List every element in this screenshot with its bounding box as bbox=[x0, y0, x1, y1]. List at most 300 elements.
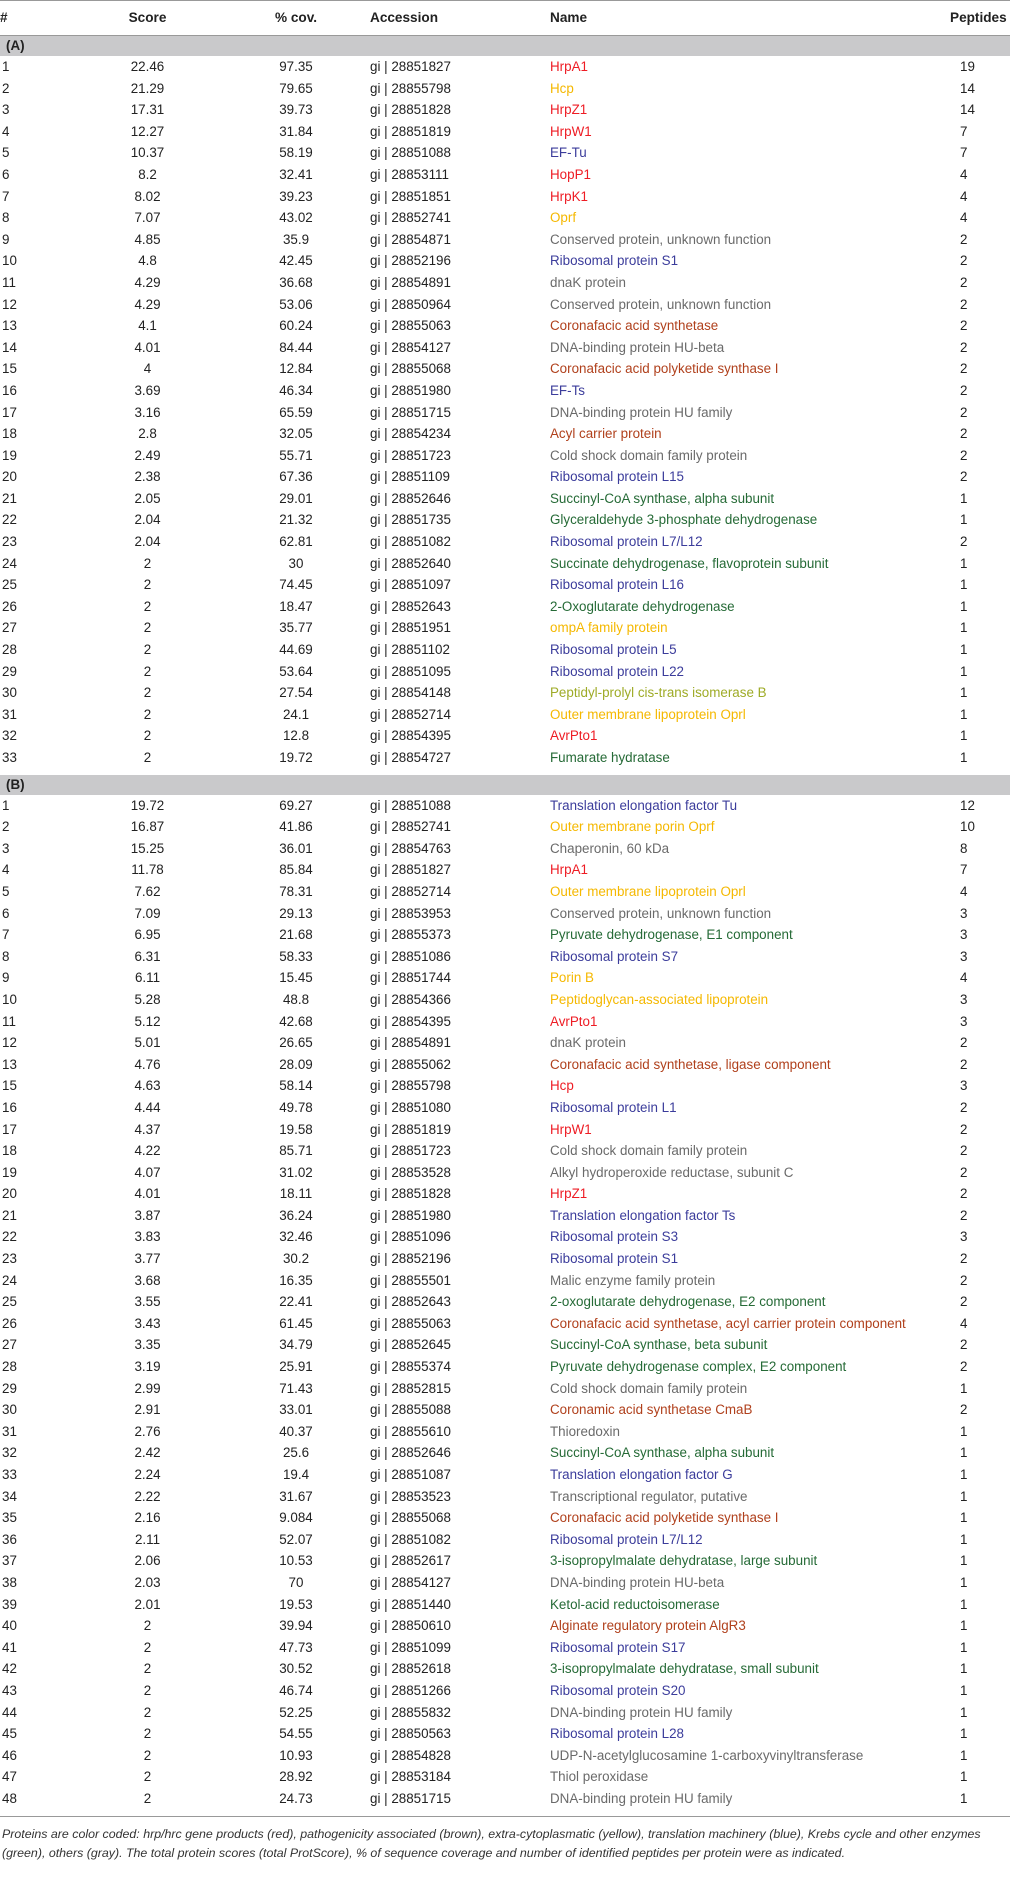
table-row bbox=[0, 488, 1010, 510]
peptides-cell: 1 bbox=[960, 706, 968, 722]
score-cell: 2 bbox=[143, 1769, 152, 1785]
score-cell: 2.11 bbox=[134, 1531, 161, 1547]
peptides-cell: 19 bbox=[960, 59, 975, 74]
peptides-cell: 2 bbox=[960, 231, 968, 247]
coverage-cell: 29.01 bbox=[279, 490, 313, 506]
peptides-cell: 2 bbox=[960, 1251, 968, 1267]
accession-cell: gi | 28851082 bbox=[370, 1531, 451, 1547]
peptides-cell: 7 bbox=[960, 123, 968, 139]
accession-cell: gi | 28853111 bbox=[370, 166, 449, 182]
score-cell: 4.07 bbox=[134, 1164, 161, 1180]
row-number: 38 bbox=[2, 1574, 17, 1590]
peptides-cell: 1 bbox=[960, 577, 968, 593]
protein-name-cell: Oprf bbox=[550, 210, 577, 226]
row-number: 25 bbox=[2, 577, 17, 593]
table-row bbox=[0, 1723, 1010, 1745]
protein-name-cell: Succinyl-CoA synthase, beta subunit bbox=[550, 1337, 768, 1353]
score-cell: 19.72 bbox=[130, 797, 165, 813]
protein-name-cell: Glyceraldehyde 3-phosphate dehydrogenase bbox=[550, 512, 818, 528]
protein-name-cell: Ribosomal protein S1 bbox=[550, 253, 679, 269]
peptides-cell: 3 bbox=[960, 905, 968, 921]
score-cell: 21.29 bbox=[130, 80, 165, 96]
row-number: 22 bbox=[2, 1229, 17, 1245]
peptides-cell: 1 bbox=[960, 555, 968, 571]
coverage-cell: 35.9 bbox=[282, 231, 310, 247]
score-cell: 2 bbox=[143, 577, 152, 593]
table-row bbox=[0, 229, 1010, 251]
coverage-cell: 41.86 bbox=[279, 819, 313, 835]
accession-cell: gi | 28851827 bbox=[370, 59, 451, 74]
score-cell: 2.8 bbox=[138, 426, 157, 442]
protein-name-cell: HrpK1 bbox=[550, 188, 588, 204]
protein-name-cell: Thioredoxin bbox=[550, 1423, 620, 1439]
row-number: 1 bbox=[2, 59, 10, 74]
score-cell: 2 bbox=[143, 1661, 152, 1677]
accession-cell: gi | 28854366 bbox=[370, 991, 451, 1007]
score-cell: 6.31 bbox=[134, 948, 161, 964]
score-cell: 2 bbox=[143, 1704, 152, 1720]
row-number: 37 bbox=[2, 1553, 17, 1569]
protein-name-cell: Hcp bbox=[550, 1078, 574, 1094]
row-number: 8 bbox=[2, 948, 10, 964]
protein-name-cell: Hcp bbox=[550, 80, 574, 96]
table-row bbox=[0, 795, 1010, 817]
row-number: 34 bbox=[2, 1488, 17, 1504]
peptides-cell: 2 bbox=[960, 426, 968, 442]
peptides-cell: 3 bbox=[960, 1229, 968, 1245]
peptides-cell: 4 bbox=[960, 1315, 968, 1331]
accession-cell: gi | 28854395 bbox=[370, 1013, 451, 1029]
protein-name-cell: Ribosomal protein L1 bbox=[550, 1099, 677, 1115]
score-cell: 15.25 bbox=[130, 840, 165, 856]
protein-name-cell: Ketol-acid reductoisomerase bbox=[550, 1596, 720, 1612]
protein-name-cell: HrpZ1 bbox=[550, 102, 588, 118]
table-row bbox=[0, 1032, 1010, 1054]
header-name: Name bbox=[550, 1, 950, 36]
row-number: 43 bbox=[2, 1682, 17, 1698]
row-number: 20 bbox=[2, 469, 17, 485]
coverage-cell: 35.77 bbox=[279, 620, 313, 636]
score-cell: 2 bbox=[143, 1726, 152, 1742]
peptides-cell: 2 bbox=[960, 1035, 968, 1051]
protein-name-cell: Alginate regulatory protein AlgR3 bbox=[550, 1618, 746, 1634]
table-row bbox=[0, 1075, 1010, 1097]
protein-name-cell: Cold shock domain family protein bbox=[550, 447, 748, 463]
peptides-cell: 4 bbox=[960, 970, 968, 986]
row-number: 19 bbox=[2, 447, 17, 463]
protein-name-cell: Translation elongation factor G bbox=[550, 1467, 733, 1482]
table-row bbox=[0, 186, 1010, 208]
accession-cell: gi | 28855068 bbox=[370, 1510, 451, 1526]
peptides-cell: 1 bbox=[960, 642, 968, 658]
peptides-cell: 2 bbox=[960, 1121, 968, 1137]
table-row bbox=[0, 838, 1010, 860]
coverage-cell: 27.54 bbox=[279, 685, 313, 701]
table-row bbox=[0, 639, 1010, 661]
score-cell: 4.44 bbox=[134, 1099, 161, 1115]
accession-cell: gi | 28851715 bbox=[370, 1790, 451, 1806]
row-number: 1 bbox=[2, 797, 10, 813]
peptides-cell: 2 bbox=[960, 1402, 968, 1418]
coverage-cell: 46.74 bbox=[279, 1682, 313, 1698]
row-number: 2 bbox=[2, 819, 10, 835]
protein-name-cell: Cold shock domain family protein bbox=[550, 1380, 748, 1396]
coverage-cell: 62.81 bbox=[279, 534, 313, 550]
table-row bbox=[0, 1291, 1010, 1313]
peptides-cell: 2 bbox=[960, 318, 968, 334]
table-row bbox=[0, 1399, 1010, 1421]
row-number: 46 bbox=[2, 1747, 17, 1763]
peptides-cell: 7 bbox=[960, 145, 968, 161]
coverage-cell: 42.68 bbox=[279, 1013, 313, 1029]
accession-cell: gi | 28855063 bbox=[370, 318, 451, 334]
accession-cell: gi | 28852815 bbox=[370, 1380, 451, 1396]
table-row bbox=[0, 1529, 1010, 1551]
accession-cell: gi | 28855374 bbox=[370, 1359, 451, 1375]
coverage-cell: 84.44 bbox=[279, 339, 313, 355]
coverage-cell: 30 bbox=[288, 555, 304, 571]
table-row bbox=[0, 1486, 1010, 1508]
accession-cell: gi | 28851723 bbox=[370, 447, 451, 463]
peptides-cell: 2 bbox=[960, 1207, 968, 1223]
score-cell: 11.78 bbox=[131, 862, 164, 878]
coverage-cell: 31.84 bbox=[279, 123, 313, 139]
score-cell: 3.35 bbox=[134, 1337, 161, 1353]
peptides-cell: 1 bbox=[960, 1596, 968, 1612]
protein-name-cell: Ribosomal protein S20 bbox=[550, 1682, 686, 1698]
peptides-cell: 1 bbox=[960, 1510, 968, 1526]
score-cell: 4.8 bbox=[138, 253, 157, 269]
score-cell: 4.85 bbox=[134, 231, 161, 247]
peptides-cell: 3 bbox=[960, 927, 968, 943]
score-cell: 2.22 bbox=[134, 1488, 161, 1504]
accession-cell: gi | 28851828 bbox=[370, 102, 451, 118]
coverage-cell: 58.33 bbox=[279, 948, 313, 964]
accession-cell: gi | 28851744 bbox=[370, 970, 451, 986]
coverage-cell: 31.67 bbox=[279, 1488, 313, 1504]
score-cell: 5.12 bbox=[134, 1013, 161, 1029]
table-row bbox=[0, 294, 1010, 316]
table-row bbox=[0, 250, 1010, 272]
accession-cell: gi | 28851082 bbox=[370, 534, 451, 550]
row-number: 13 bbox=[2, 318, 17, 334]
table-row bbox=[0, 1011, 1010, 1033]
table-row bbox=[0, 859, 1010, 881]
table-row bbox=[0, 1702, 1010, 1724]
table-row bbox=[0, 402, 1010, 424]
protein-name-cell: DNA-binding protein HU family bbox=[550, 404, 733, 420]
accession-cell: gi | 28852741 bbox=[370, 819, 451, 835]
protein-name-cell: Pyruvate dehydrogenase complex, E2 component bbox=[550, 1359, 847, 1375]
table-row bbox=[0, 553, 1010, 575]
protein-name-cell: Translation elongation factor Ts bbox=[550, 1207, 736, 1223]
protein-name-cell: Ribosomal protein L15 bbox=[550, 469, 684, 485]
score-cell: 3.19 bbox=[134, 1359, 161, 1375]
row-number: 28 bbox=[2, 642, 17, 658]
score-cell: 4.63 bbox=[134, 1078, 161, 1094]
coverage-cell: 40.37 bbox=[279, 1423, 313, 1439]
accession-cell: gi | 28851266 bbox=[370, 1682, 451, 1698]
peptides-cell: 3 bbox=[960, 1013, 968, 1029]
accession-cell: gi | 28854871 bbox=[370, 231, 451, 247]
table-row bbox=[0, 1637, 1010, 1659]
peptides-cell: 1 bbox=[960, 1769, 968, 1785]
table-row bbox=[0, 164, 1010, 186]
coverage-cell: 97.35 bbox=[279, 59, 313, 74]
coverage-cell: 31.02 bbox=[279, 1164, 313, 1180]
coverage-cell: 12.8 bbox=[282, 728, 310, 744]
accession-cell: gi | 28851723 bbox=[370, 1143, 451, 1159]
protein-name-cell: Outer membrane lipoprotein Oprl bbox=[550, 883, 746, 899]
peptides-cell: 1 bbox=[960, 598, 968, 614]
coverage-cell: 58.14 bbox=[279, 1078, 313, 1094]
score-cell: 3.77 bbox=[134, 1251, 161, 1267]
row-number: 21 bbox=[2, 490, 17, 506]
table-row bbox=[0, 1745, 1010, 1767]
protein-name-cell: HrpA1 bbox=[550, 862, 588, 878]
table-row bbox=[0, 1658, 1010, 1680]
protein-name-cell: UDP-N-acetylglucosamine 1-carboxyvinyltransferase bbox=[550, 1747, 864, 1763]
section-label: (A) bbox=[0, 36, 1010, 57]
coverage-cell: 12.84 bbox=[279, 361, 313, 377]
coverage-cell: 53.64 bbox=[279, 663, 313, 679]
accession-cell: gi | 28851819 bbox=[370, 1121, 451, 1137]
coverage-cell: 78.31 bbox=[279, 883, 313, 899]
table-row bbox=[0, 121, 1010, 143]
score-cell: 3.83 bbox=[134, 1229, 161, 1245]
coverage-cell: 74.45 bbox=[279, 577, 313, 593]
accession-cell: gi | 28855063 bbox=[370, 1315, 451, 1331]
row-number: 33 bbox=[2, 1467, 17, 1482]
table-row bbox=[0, 1183, 1010, 1205]
coverage-cell: 42.45 bbox=[279, 253, 313, 269]
accession-cell: gi | 28854395 bbox=[370, 728, 451, 744]
score-cell: 7.09 bbox=[134, 905, 161, 921]
table-row bbox=[0, 1356, 1010, 1378]
accession-cell: gi | 28852741 bbox=[370, 210, 451, 226]
score-cell: 3.16 bbox=[134, 404, 161, 420]
score-cell: 4.37 bbox=[134, 1121, 161, 1137]
table-body bbox=[0, 36, 1010, 1810]
table-row bbox=[0, 1442, 1010, 1464]
table-row bbox=[0, 207, 1010, 229]
table-header bbox=[0, 1, 1010, 36]
accession-cell: gi | 28854127 bbox=[370, 339, 451, 355]
coverage-cell: 49.78 bbox=[279, 1099, 313, 1115]
coverage-cell: 39.94 bbox=[279, 1618, 313, 1634]
accession-cell: gi | 28851102 bbox=[370, 642, 450, 658]
peptides-cell: 4 bbox=[960, 210, 968, 226]
row-number: 28 bbox=[2, 1359, 17, 1375]
score-cell: 8.02 bbox=[134, 188, 161, 204]
row-number: 24 bbox=[2, 555, 17, 571]
score-cell: 2.99 bbox=[134, 1380, 161, 1396]
row-number: 21 bbox=[2, 1207, 17, 1223]
table-row bbox=[0, 78, 1010, 100]
protein-name-cell: Thiol peroxidase bbox=[550, 1769, 649, 1785]
row-number: 26 bbox=[2, 1315, 17, 1331]
table-row bbox=[0, 903, 1010, 925]
peptides-cell: 1 bbox=[960, 1704, 968, 1720]
header-peptides: Peptides bbox=[950, 1, 1010, 36]
row-number: 14 bbox=[2, 339, 17, 355]
row-number: 29 bbox=[2, 1380, 17, 1396]
coverage-cell: 69.27 bbox=[279, 797, 313, 813]
accession-cell: gi | 28852714 bbox=[370, 706, 451, 722]
coverage-cell: 19.4 bbox=[282, 1467, 310, 1482]
score-cell: 2.05 bbox=[134, 490, 161, 506]
row-number: 16 bbox=[2, 1099, 17, 1115]
coverage-cell: 25.91 bbox=[279, 1359, 313, 1375]
table-row bbox=[0, 142, 1010, 164]
table-row bbox=[0, 946, 1010, 968]
peptides-cell: 1 bbox=[960, 1488, 968, 1504]
accession-cell: gi | 28853523 bbox=[370, 1488, 451, 1504]
score-cell: 2 bbox=[143, 1639, 152, 1655]
protein-name-cell: Ribosomal protein L22 bbox=[550, 663, 684, 679]
accession-cell: gi | 28853953 bbox=[370, 905, 451, 921]
row-number: 11 bbox=[2, 1013, 16, 1029]
coverage-cell: 53.06 bbox=[279, 296, 313, 312]
accession-cell: gi | 28855832 bbox=[370, 1704, 451, 1720]
peptides-cell: 1 bbox=[960, 1380, 968, 1396]
accession-cell: gi | 28851715 bbox=[370, 404, 451, 420]
row-number: 42 bbox=[2, 1661, 17, 1677]
protein-name-cell: Peptidyl-prolyl cis-trans isomerase B bbox=[550, 685, 767, 701]
table-row bbox=[0, 1226, 1010, 1248]
peptides-cell: 4 bbox=[960, 883, 968, 899]
coverage-cell: 36.01 bbox=[279, 840, 313, 856]
row-number: 15 bbox=[2, 1078, 17, 1094]
row-number: 19 bbox=[2, 1164, 17, 1180]
row-number: 5 bbox=[2, 145, 10, 161]
peptides-cell: 2 bbox=[960, 382, 968, 398]
table-row bbox=[0, 56, 1010, 78]
coverage-cell: 85.84 bbox=[279, 862, 313, 878]
accession-cell: gi | 28852643 bbox=[370, 598, 451, 614]
row-number: 41 bbox=[2, 1639, 17, 1655]
row-number: 4 bbox=[2, 862, 10, 878]
protein-name-cell: DNA-binding protein HU-beta bbox=[550, 339, 725, 355]
protein-name-cell: Chaperonin, 60 kDa bbox=[550, 840, 670, 856]
coverage-cell: 30.2 bbox=[282, 1251, 310, 1267]
row-number: 12 bbox=[2, 1035, 17, 1051]
header-accession: Accession bbox=[370, 1, 550, 36]
row-number: 25 bbox=[2, 1294, 17, 1310]
score-cell: 2.76 bbox=[134, 1423, 161, 1439]
protein-name-cell: HrpW1 bbox=[550, 123, 592, 139]
protein-name-cell: Ribosomal protein L28 bbox=[550, 1726, 684, 1742]
score-cell: 3.43 bbox=[134, 1315, 161, 1331]
score-cell: 2.16 bbox=[134, 1510, 161, 1526]
peptides-cell: 2 bbox=[960, 1337, 968, 1353]
score-cell: 7.62 bbox=[134, 883, 161, 899]
row-number: 12 bbox=[2, 296, 17, 312]
peptides-cell: 1 bbox=[960, 1467, 968, 1482]
coverage-cell: 33.01 bbox=[279, 1402, 313, 1418]
row-number: 24 bbox=[2, 1272, 17, 1288]
protein-name-cell: Alkyl hydroperoxide reductase, subunit C bbox=[550, 1164, 794, 1180]
accession-cell: gi | 28852618 bbox=[370, 1661, 451, 1677]
coverage-cell: 10.53 bbox=[279, 1553, 313, 1569]
protein-name-cell: EF-Tu bbox=[550, 145, 587, 161]
row-number: 13 bbox=[2, 1056, 17, 1072]
row-number: 9 bbox=[2, 970, 10, 986]
row-number: 23 bbox=[2, 1251, 17, 1267]
protein-name-cell: Ribosomal protein S3 bbox=[550, 1229, 679, 1245]
peptides-cell: 1 bbox=[960, 1445, 968, 1461]
protein-name-cell: Cold shock domain family protein bbox=[550, 1143, 748, 1159]
peptides-cell: 1 bbox=[960, 1747, 968, 1763]
accession-cell: gi | 28851851 bbox=[370, 188, 451, 204]
peptides-cell: 2 bbox=[960, 1186, 968, 1202]
peptides-cell: 1 bbox=[960, 490, 968, 506]
row-number: 6 bbox=[2, 166, 10, 182]
coverage-cell: 18.47 bbox=[279, 598, 313, 614]
accession-cell: gi | 28851440 bbox=[370, 1596, 451, 1612]
peptides-cell: 12 bbox=[960, 797, 975, 813]
row-number: 45 bbox=[2, 1726, 17, 1742]
peptides-cell: 1 bbox=[960, 728, 968, 744]
accession-cell: gi | 28855798 bbox=[370, 80, 451, 96]
peptides-cell: 2 bbox=[960, 404, 968, 420]
protein-name-cell: Acyl carrier protein bbox=[550, 426, 662, 442]
peptides-cell: 2 bbox=[960, 1143, 968, 1159]
coverage-cell: 21.68 bbox=[279, 927, 313, 943]
peptides-cell: 1 bbox=[960, 1790, 968, 1806]
coverage-cell: 46.34 bbox=[279, 382, 313, 398]
table-row bbox=[0, 1550, 1010, 1572]
section-header bbox=[0, 775, 1010, 795]
table-row bbox=[0, 816, 1010, 838]
peptides-cell: 3 bbox=[960, 948, 968, 964]
score-cell: 4.1 bbox=[138, 318, 157, 334]
accession-cell: gi | 28855068 bbox=[370, 361, 451, 377]
peptides-cell: 2 bbox=[960, 253, 968, 269]
table-row bbox=[0, 1313, 1010, 1335]
coverage-cell: 18.11 bbox=[279, 1186, 313, 1202]
score-cell: 2 bbox=[143, 750, 152, 765]
peptides-cell: 2 bbox=[960, 296, 968, 312]
peptides-cell: 1 bbox=[960, 1423, 968, 1439]
row-number: 30 bbox=[2, 1402, 17, 1418]
table-row bbox=[0, 574, 1010, 596]
coverage-cell: 44.69 bbox=[279, 642, 313, 658]
accession-cell: gi | 28850964 bbox=[370, 296, 451, 312]
score-cell: 2.03 bbox=[134, 1574, 161, 1590]
row-number: 3 bbox=[2, 840, 10, 856]
protein-name-cell: Conserved protein, unknown function bbox=[550, 231, 772, 247]
coverage-cell: 15.45 bbox=[279, 970, 313, 986]
table-row bbox=[0, 531, 1010, 553]
accession-cell: gi | 28854127 bbox=[370, 1574, 451, 1590]
peptides-cell: 1 bbox=[960, 1553, 968, 1569]
table-row bbox=[0, 1334, 1010, 1356]
accession-cell: gi | 28854148 bbox=[370, 685, 451, 701]
protein-name-cell: dnaK protein bbox=[550, 274, 626, 290]
peptides-cell: 2 bbox=[960, 361, 968, 377]
score-cell: 2 bbox=[143, 1618, 152, 1634]
table-row bbox=[0, 1766, 1010, 1788]
peptides-cell: 1 bbox=[960, 1618, 968, 1634]
row-number: 10 bbox=[2, 991, 17, 1007]
row-number: 35 bbox=[2, 1510, 17, 1526]
score-cell: 2.38 bbox=[134, 469, 161, 485]
table-row bbox=[0, 989, 1010, 1011]
coverage-cell: 85.71 bbox=[279, 1143, 313, 1159]
coverage-cell: 52.07 bbox=[279, 1531, 313, 1547]
coverage-cell: 22.41 bbox=[279, 1294, 313, 1310]
